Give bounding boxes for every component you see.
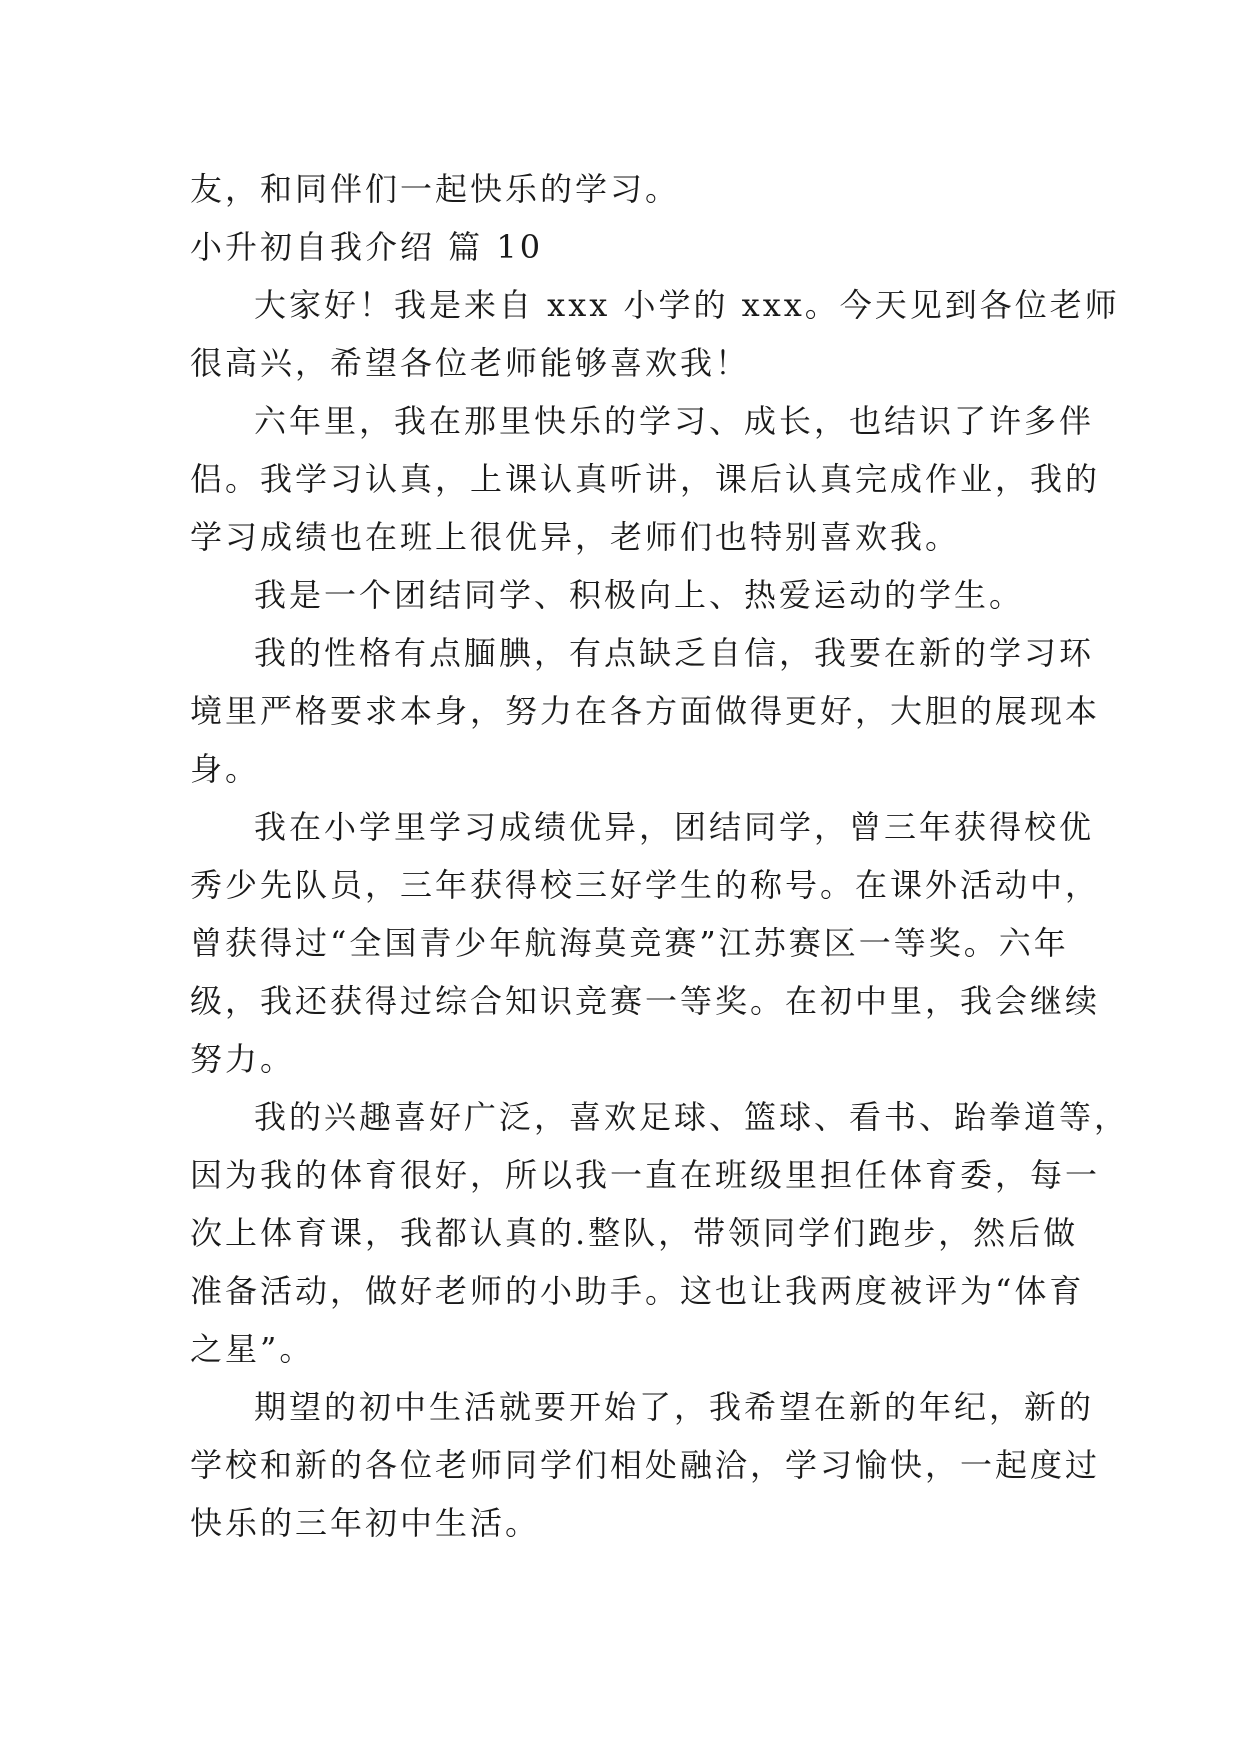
text-line: 六年里，我在那里快乐的学习、成长，也结识了许多伴 — [254, 402, 1095, 440]
text-line: 友，和同伴们一起快乐的学习。 — [190, 170, 681, 208]
text-line: 我的兴趣喜好广泛，喜欢足球、篮球、看书、跆拳道等， — [254, 1098, 1130, 1136]
text-line: 曾获得过“全国青少年航海莫竞赛”江苏赛区一等奖。六年 — [190, 924, 1069, 962]
text-line: 我在小学里学习成绩优异，团结同学，曾三年获得校优 — [254, 808, 1095, 846]
text-line: 快乐的三年初中生活。 — [190, 1504, 541, 1542]
text-line: 级，我还获得过综合知识竞赛一等奖。在初中里，我会继续 — [190, 982, 1101, 1020]
text-line: 因为我的体育很好，所以我一直在班级里担任体育委，每一 — [190, 1156, 1101, 1194]
text-line: 准备活动，做好老师的小助手。这也让我两度被评为“体育 — [190, 1272, 1085, 1310]
document-body — [190, 160, 1130, 1552]
text-line: 我是一个团结同学、积极向上、热爱运动的学生。 — [254, 576, 1025, 614]
text-line: 期望的初中生活就要开始了，我希望在新的年纪，新的 — [254, 1388, 1095, 1426]
text-line: 次上体育课，我都认真的.整队，带领同学们跑步，然后做 — [190, 1214, 1079, 1252]
text-line: 努力。 — [190, 1040, 296, 1078]
section-heading: 小升初自我介绍 篇 10 — [190, 228, 544, 266]
text-line: 境里严格要求本身，努力在各方面做得更好，大胆的展现本 — [190, 692, 1101, 730]
text-line: 学校和新的各位老师同学们相处融洽，学习愉快，一起度过 — [190, 1446, 1101, 1484]
text-line: 我的性格有点腼腆，有点缺乏自信，我要在新的学习环 — [254, 634, 1095, 672]
text-line: 身。 — [190, 750, 261, 788]
text-line: 侣。我学习认真，上课认真听讲，课后认真完成作业，我的 — [190, 460, 1101, 498]
text-line: 大家好！我是来自 xxx 小学的 xxx。今天见到各位老师 — [254, 286, 1120, 324]
text-line: 学习成绩也在班上很优异，老师们也特别喜欢我。 — [190, 518, 961, 556]
text-line: 秀少先队员，三年获得校三好学生的称号。在课外活动中， — [190, 866, 1101, 904]
text-line: 之星”。 — [190, 1330, 315, 1368]
text-line: 很高兴，希望各位老师能够喜欢我！ — [190, 344, 751, 382]
